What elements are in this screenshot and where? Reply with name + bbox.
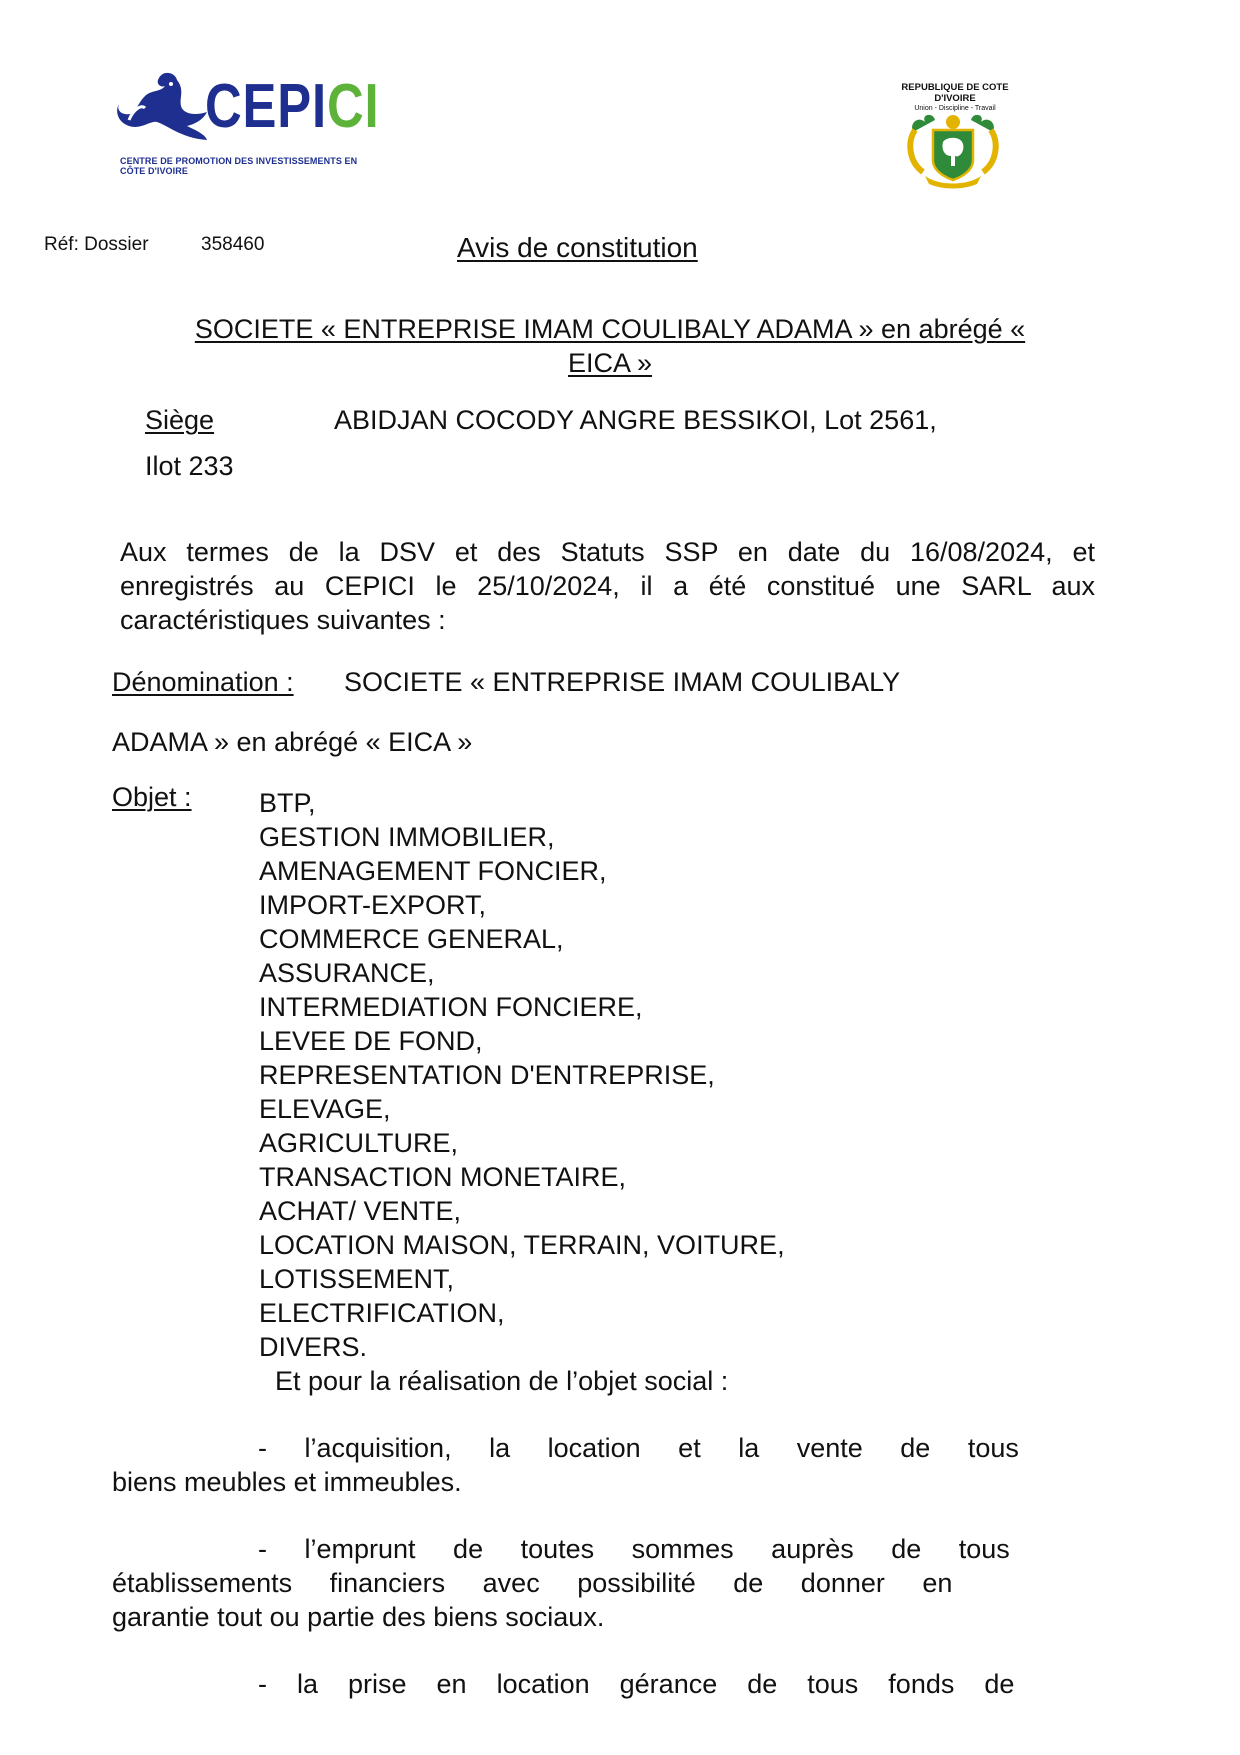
- list-item: ELECTRIFICATION,: [259, 1298, 505, 1328]
- clause-2-line1: - l’emprunt de toutes sommes auprès de tous: [258, 1534, 1010, 1564]
- intro-line1: Aux termes de la DSV et des Statuts SSP en date du 16/08/2024, et: [120, 537, 1095, 567]
- list-item: AGRICULTURE,: [259, 1128, 459, 1158]
- republic-title: REPUBLIQUE DE COTE D'IVOIRE: [901, 82, 1009, 104]
- denomination-value-line2: ADAMA » en abrégé « EICA »: [112, 727, 473, 757]
- elephant-logo-icon: [115, 70, 210, 155]
- list-item: REPRESENTATION D'ENTREPRISE,: [259, 1060, 715, 1090]
- logo-text-blue: CEPI: [205, 72, 327, 141]
- clause-1-line1: - l’acquisition, la location et la vente de tous: [258, 1433, 1019, 1463]
- list-item: ASSURANCE,: [259, 958, 435, 988]
- list-item: INTERMEDIATION FONCIERE,: [259, 992, 643, 1022]
- list-item: COMMERCE GENERAL,: [259, 924, 564, 954]
- denomination-value-line1: SOCIETE « ENTREPRISE IMAM COULIBALY: [344, 667, 901, 697]
- list-item: DIVERS.: [259, 1332, 368, 1362]
- clause-3-line1: - la prise en location gérance de tous fonds de: [258, 1669, 1015, 1699]
- siege-value-line1: ABIDJAN COCODY ANGRE BESSIKOI, Lot 2561,: [334, 405, 937, 435]
- reference-number: 358460: [201, 234, 265, 255]
- objet-label: Objet :: [112, 782, 192, 812]
- logo-tagline: CENTRE DE PROMOTION DES INVESTISSEMENTS EN CÔTE D'IVOIRE: [120, 156, 358, 176]
- list-item: AMENAGEMENT FONCIER,: [259, 856, 607, 886]
- denomination-label: Dénomination :: [112, 667, 294, 697]
- clause-2-line3: garantie tout ou partie des biens sociaux.: [112, 1602, 605, 1632]
- list-item: TRANSACTION MONETAIRE,: [259, 1162, 627, 1192]
- intro-line3: caractéristiques suivantes :: [120, 605, 446, 635]
- list-item: LEVEE DE FOND,: [259, 1026, 483, 1056]
- logo-text-green: CI: [326, 72, 380, 141]
- list-item: IMPORT-EXPORT,: [259, 890, 487, 920]
- company-heading-line2: EICA »: [567, 348, 653, 378]
- objet-list: [259, 786, 785, 1398]
- cepici-wordmark: [205, 72, 380, 141]
- list-item: ELEVAGE,: [259, 1094, 391, 1124]
- clause-1-line2: biens meubles et immeubles.: [112, 1467, 462, 1497]
- list-item: ACHAT/ VENTE,: [259, 1196, 462, 1226]
- siege-value-line2: Ilot 233: [145, 451, 234, 481]
- company-heading-line1: SOCIETE « ENTREPRISE IMAM COULIBALY ADAMA » en abrégé «: [194, 314, 1026, 344]
- clause-2-line2: établissements financiers avec possibilité de donner en: [112, 1568, 953, 1598]
- list-item: GESTION IMMOBILIER,: [259, 822, 555, 852]
- list-item: LOCATION MAISON, TERRAIN, VOITURE,: [259, 1230, 785, 1260]
- reference-label: Réf: Dossier: [44, 234, 149, 255]
- objet-realisation: Et pour la réalisation de l’objet social :: [275, 1366, 729, 1396]
- republic-header: [880, 82, 1030, 112]
- cepici-logo: [115, 70, 385, 176]
- list-item: BTP,: [259, 788, 316, 818]
- document-title: Avis de constitution: [457, 232, 698, 263]
- list-item: LOTISSEMENT,: [259, 1264, 455, 1294]
- republic-motto: Union - Discipline - Travail: [914, 105, 996, 112]
- siege-label: Siège: [145, 405, 215, 435]
- coat-of-arms-icon: [903, 112, 1003, 192]
- intro-line2: enregistrés au CEPICI le 25/10/2024, il a été constitué une SARL aux: [120, 571, 1095, 601]
